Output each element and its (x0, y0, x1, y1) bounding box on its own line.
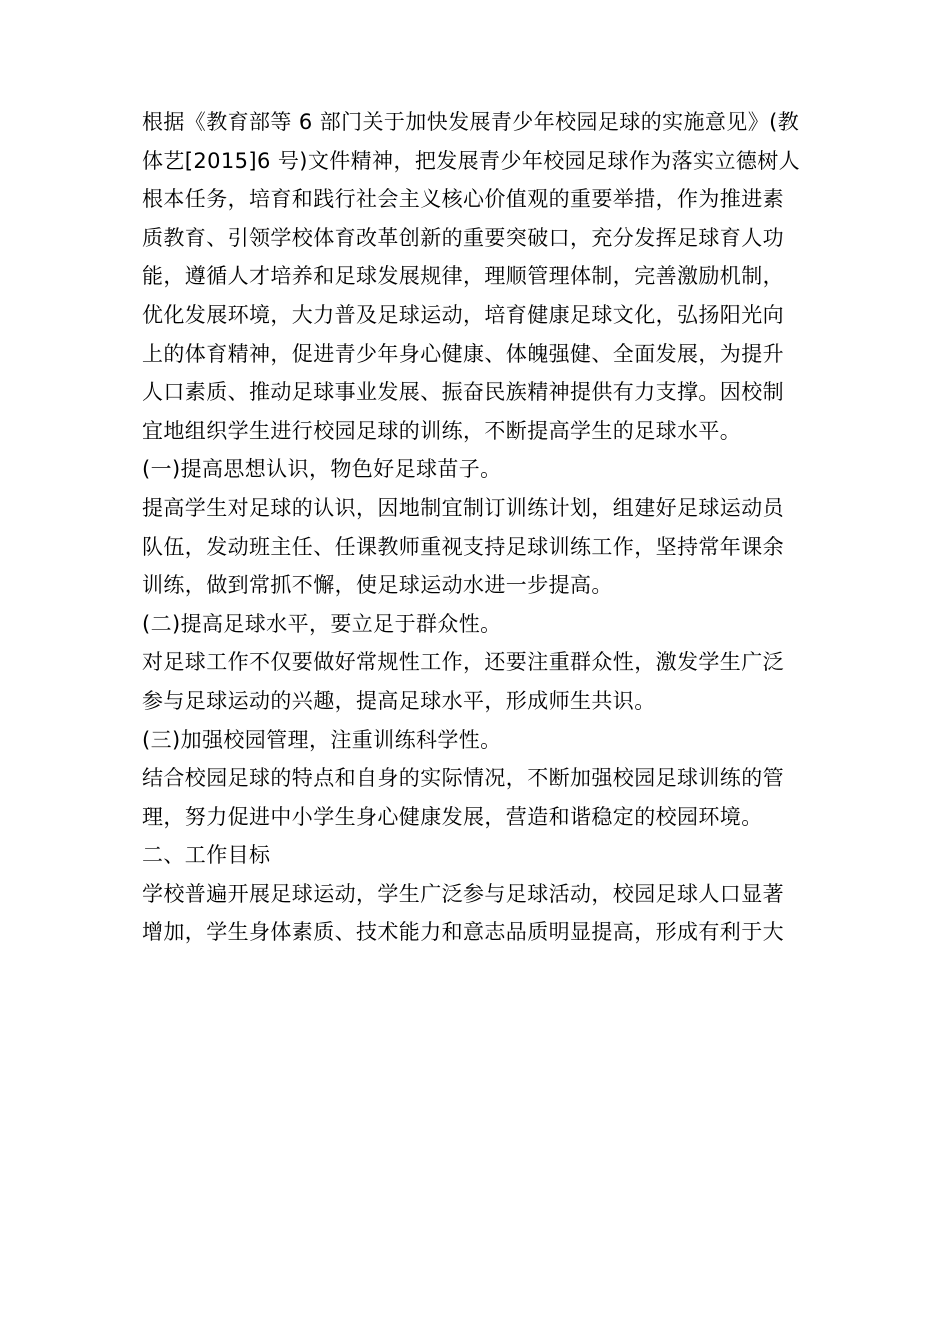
document-body (142, 103, 818, 952)
text-line: 训练，做到常抓不懈，使足球运动水进一步提高。 (142, 573, 613, 598)
section-heading: (一)提高思想认识，物色好足球苗子。 (142, 457, 502, 482)
text-line: 对足球工作不仅要做好常规性工作，还要注重群众性，激发学生广泛 (142, 650, 784, 675)
text-line: 优化发展环境，大力普及足球运动，培育健康足球文化，弘扬阳光向 (142, 302, 784, 327)
text-line: 上的体育精神，促进青少年身心健康、体魄强健、全面发展，为提升 (142, 341, 784, 366)
text-line: 增加，学生身体素质、技术能力和意志品质明显提高，形成有利于大 (142, 920, 784, 945)
section-heading: (三)加强校园管理，注重训练科学性。 (142, 727, 502, 752)
text-line: 人口素质、推动足球事业发展、振奋民族精神提供有力支撑。因校制 (142, 380, 784, 405)
text-line: 体艺[2015]6 号)文件精神，把发展青少年校园足球作为落实立德树人 (142, 148, 801, 173)
text-line: 结合校园足球的特点和自身的实际情况，不断加强校园足球训练的管 (142, 766, 784, 791)
text-line: 学校普遍开展足球运动，学生广泛参与足球活动，校园足球人口显著 (142, 881, 784, 906)
text-line: 质教育、引领学校体育改革创新的重要突破口，充分发挥足球育人功 (142, 225, 784, 250)
text-line: 提高学生对足球的认识，因地制宜制订训练计划，组建好足球运动员 (142, 495, 784, 520)
text-line: 根据《教育部等 6 部门关于加快发展青少年校园足球的实施意见》(教 (142, 110, 800, 134)
text-line: 理，努力促进中小学生身心健康发展，营造和谐稳定的校园环境。 (142, 804, 763, 829)
section-heading: 二、工作目标 (142, 843, 271, 868)
text-line: 能，遵循人才培养和足球发展规律，理顺管理体制，完善激励机制， (142, 264, 784, 289)
text-line: 宜地组织学生进行校园足球的训练，不断提高学生的足球水平。 (142, 418, 742, 443)
text-line: 根本任务，培育和践行社会主义核心价值观的重要举措，作为推进素 (142, 187, 784, 212)
text-line: 队伍，发动班主任、任课教师重视支持足球训练工作，坚持常年课余 (142, 534, 784, 559)
text-line: 参与足球运动的兴趣，提高足球水平，形成师生共识。 (142, 688, 656, 713)
section-heading: (二)提高足球水平，要立足于群众性。 (142, 611, 502, 636)
